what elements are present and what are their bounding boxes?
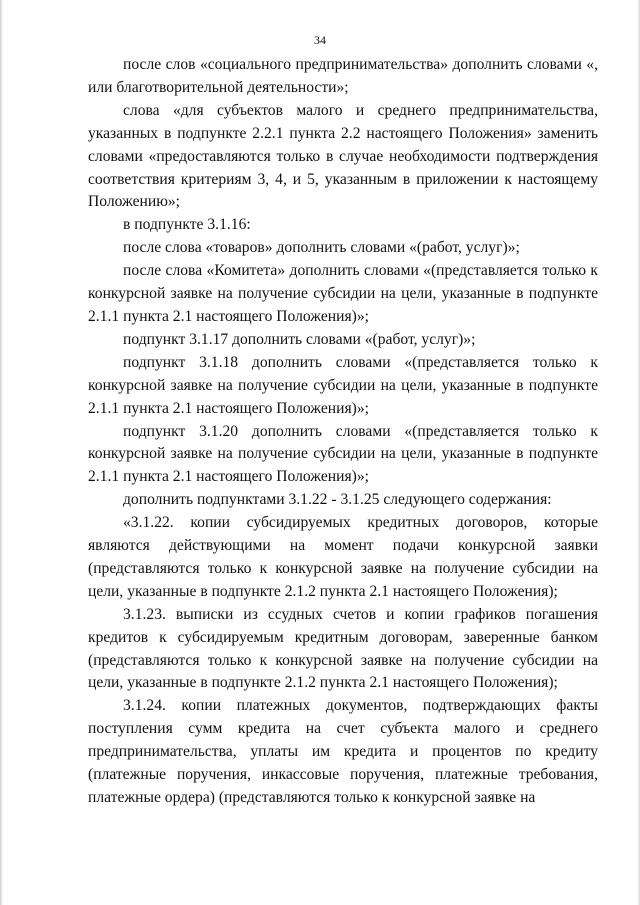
paragraph: «3.1.22. копии субсидируемых кредитных договоров, которые являются действующими на момент подачи конкурсной заявки (представляются только к конкурсной заявке на получение субсидии на цели, указанные в подпункте 2.1.2 пункта 2.1 настоящего Положения); <box>88 514 598 600</box>
paragraph: после слова «Комитета» дополнить словами «(представляется только к конкурсной заявке на получение субсидии на цели, указанные в подпункте 2.1.1 пункта 2.1 настоящего Положения)»; <box>88 262 598 325</box>
paragraph: 3.1.23. выписки из ссудных счетов и копии графиков погашения кредитов к субсидируемым кредитным договорам, заверенные банком (представляются только к конкурсной заявке на получение субсидии на цели, указанные в подпункте 2.1.2 пункта 2.1 настоящего Положения); <box>88 605 598 692</box>
paragraph: подпункт 3.1.20 дополнить словами «(представляется только к конкурсной заявке на получение субсидии на цели, указанные в подпункте 2.1.1 пункта 2.1 настоящего Положения)»; <box>88 422 598 486</box>
paragraph: 3.1.24. копии платежных документов, подтверждающих факты поступления сумм кредита на счет субъекта малого и среднего предпринимательства, уплаты им кредита и процентов по кредиту (платежные поручения, инкассовые поручения, платежные требования, платежные ордера) (представляются только к конкурсной заявке на <box>88 697 598 806</box>
paragraph: дополнить подпунктами 3.1.22 - 3.1.25 следующего содержания: <box>123 491 552 509</box>
paragraph: после слов «социального предпринимательства» дополнить словами «, или благотворительной деятельности»; <box>88 56 598 96</box>
document-body <box>88 54 598 810</box>
page-number: 34 <box>314 33 326 47</box>
paragraph: после слова «товаров» дополнить словами «(работ, услуг)»; <box>123 239 520 257</box>
paragraph: подпункт 3.1.17 дополнить словами «(работ, услуг)»; <box>123 330 476 348</box>
scan-edge-left <box>0 0 3 905</box>
paragraph: в подпункте 3.1.16: <box>123 216 251 234</box>
paragraph: слова «для субъектов малого и среднего предпринимательства, указанных в подпункте 2.2.1 пункта 2.2 настоящего Положения» заменить словами «предоставляются только в случае необходимости подтверждения соответствия критериям 3, 4, и 5, указанным в приложении к настоящему Положению»; <box>88 101 598 211</box>
paragraph: подпункт 3.1.18 дополнить словами «(представляется только к конкурсной заявке на получение субсидии на цели, указанные в подпункте 2.1.1 пункта 2.1 настоящего Положения)»; <box>88 353 598 417</box>
